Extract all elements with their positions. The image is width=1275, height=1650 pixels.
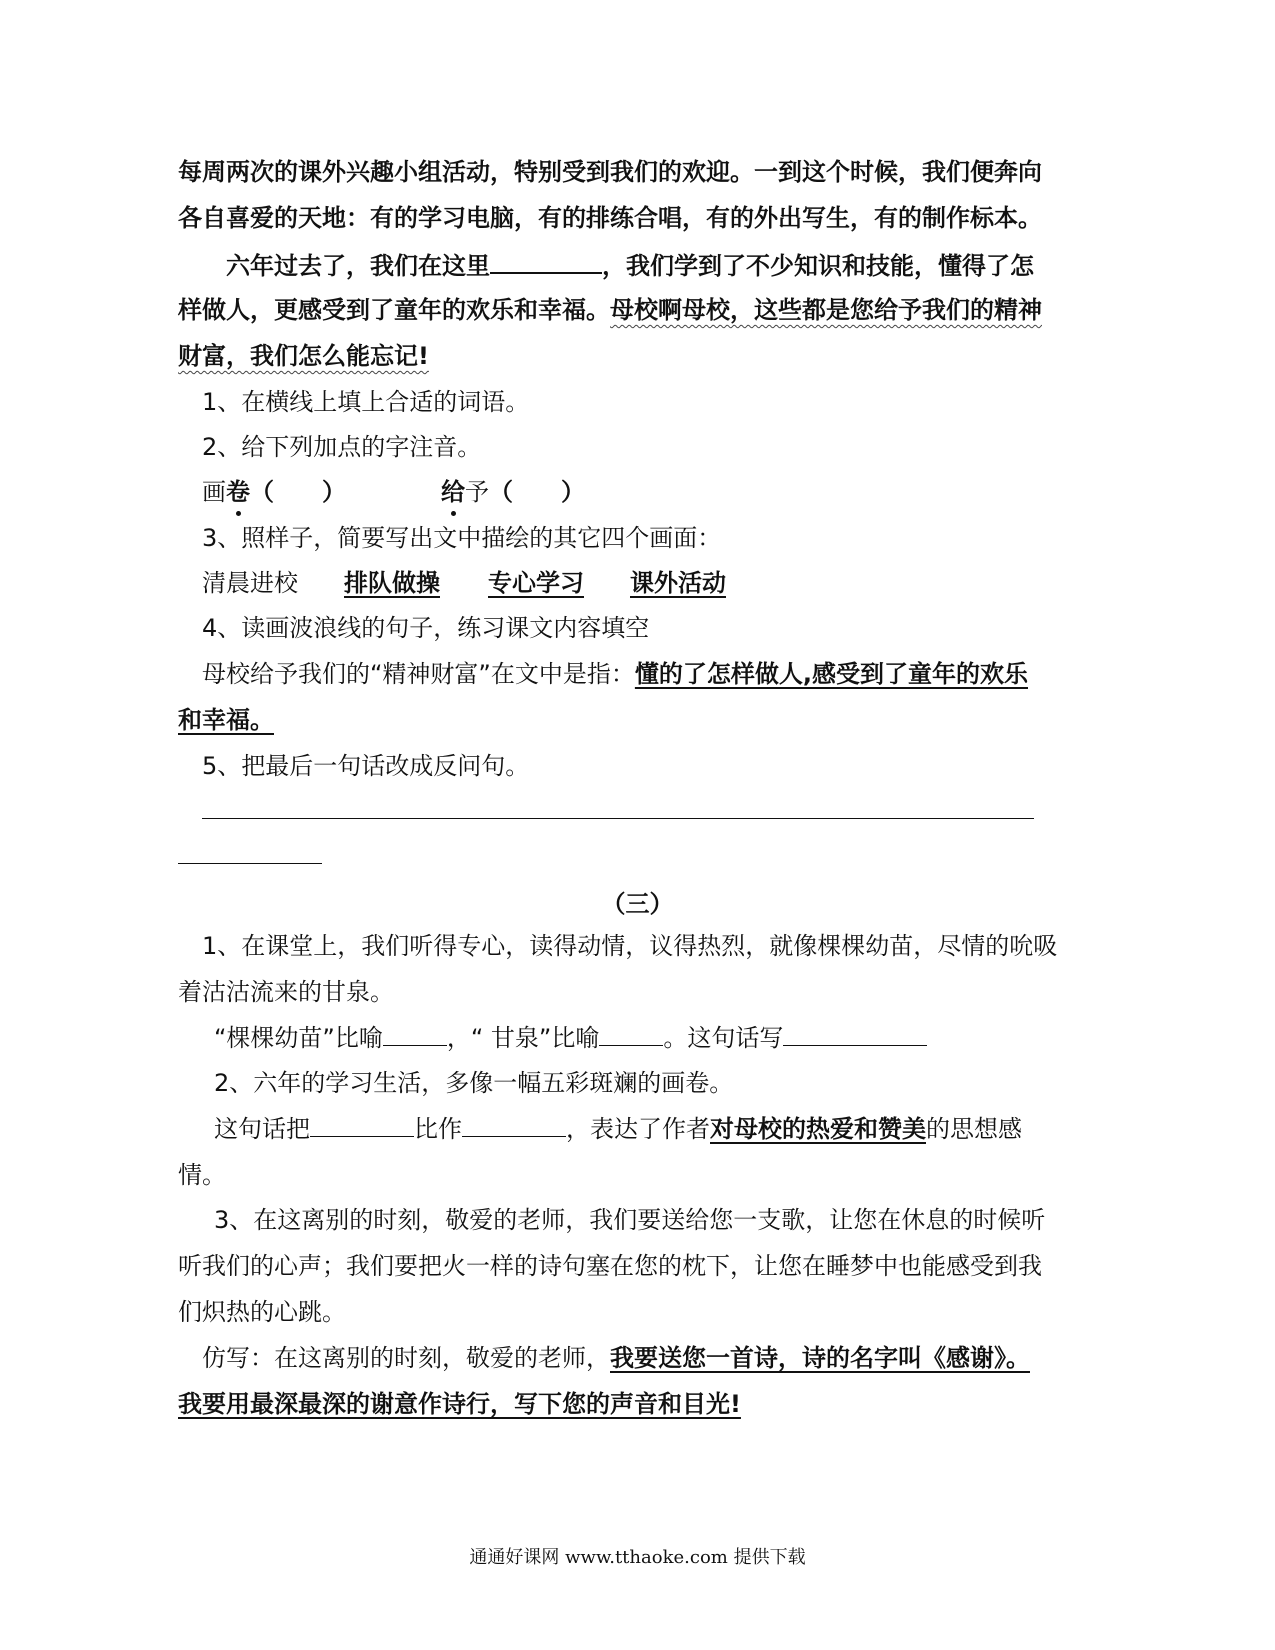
question-4: 4、读画波浪线的句子，练习课文内容填空 <box>202 614 650 642</box>
passage-line: 六年过去了，我们在这里 ，我们学到了不少知识和技能，懂得了怎 <box>226 248 1034 282</box>
pinyin-item-1: 画卷（ ） <box>202 478 346 506</box>
dotted-char: 卷 <box>226 478 250 506</box>
answer-blank <box>383 1023 447 1046</box>
passage-line <box>178 340 429 372</box>
passage-line: 每周两次的课外兴趣小组活动，特别受到我们的欢迎。一到这个时候，我们便奔向 <box>178 158 1042 186</box>
answer-blank <box>462 1114 566 1137</box>
section3-item-3: 听我们的心声；我们要把火一样的诗句塞在您的枕下，让您在睡梦中也能感受到我 <box>178 1252 1042 1280</box>
answer-blank <box>310 1114 414 1137</box>
section3-item-3: 们炽热的心跳。 <box>178 1298 346 1326</box>
answer-text: 我要送您一首诗，诗的名字叫《感谢》。 <box>610 1344 1030 1372</box>
question-3-example: 清晨进校 <box>202 569 298 597</box>
wavy-underlined-sentence: 财富，我们怎么能忘记! <box>178 342 429 370</box>
pinyin-item-2: 给予（ ） <box>441 478 585 506</box>
section3-item-1: 1、在课堂上，我们听得专心，读得动情，议得热烈，就像棵棵幼苗，尽情的吮吸 <box>202 932 1058 960</box>
section3-item-2: 情。 <box>178 1161 226 1189</box>
answer-scene-2: 专心学习 <box>488 569 584 597</box>
answer-text: 对母校的热爱和赞美 <box>710 1115 926 1143</box>
answer-line <box>202 818 1034 819</box>
answer-text: 懂的了怎样做人,感受到了童年的欢乐 <box>634 660 1028 688</box>
passage-line: 各自喜爱的天地：有的学习电脑，有的排练合唱，有的外出写生，有的制作标本。 <box>178 204 1042 232</box>
answer-blank <box>783 1023 927 1046</box>
section3-item-1: 着沽沽流来的甘泉。 <box>178 978 394 1006</box>
question-5: 5、把最后一句话改成反问句。 <box>202 752 530 780</box>
answer-scene-1: 排队做操 <box>344 569 440 597</box>
answer-text: 我要用最深最深的谢意作诗行，写下您的声音和目光! <box>178 1390 741 1418</box>
answer-blank <box>490 248 602 274</box>
answer-blank <box>599 1023 663 1046</box>
question-3: 3、照样子，简要写出文中描绘的其它四个画面： <box>202 524 722 552</box>
section3-fill-line: 这句话把 比作 ，表达了作者对母校的热爱和赞美的思想感 <box>214 1115 1022 1143</box>
answer-text: 和幸福。 <box>178 706 274 734</box>
section3-item-3: 3、在这离别的时刻，敬爱的老师，我们要送给您一支歌，让您在休息的时候听 <box>214 1206 1046 1234</box>
answer-line <box>178 863 322 864</box>
page-footer: 通通好课网 www.tthaoke.com 提供下载 <box>469 1547 806 1568</box>
question-1: 1、在横线上填上合适的词语。 <box>202 388 530 416</box>
dotted-char: 给 <box>441 478 465 506</box>
question-2: 2、给下列加点的字注音。 <box>202 433 482 461</box>
section3-fill-line: “棵棵幼苗”比喻 ，“ 甘泉”比喻 。这句话写 <box>214 1022 927 1054</box>
section3-item-2: 2、六年的学习生活，多像一幅五彩斑斓的画卷。 <box>214 1069 734 1097</box>
section3-imitate: 仿写：在这离别的时刻，敬爱的老师，我要送您一首诗，诗的名字叫《感谢》。 <box>202 1344 1030 1372</box>
section-heading: （三） <box>601 890 674 918</box>
passage-line: 样做人，更感受到了童年的欢乐和幸福。母校啊母校，这些都是您给予我们的精神 <box>178 296 1042 324</box>
answer-scene-3: 课外活动 <box>630 569 726 597</box>
wavy-underlined-sentence: 母校啊母校，这些都是您给予我们的精神 <box>610 296 1042 324</box>
question-4-prompt: 母校给予我们的“精神财富”在文中是指：懂的了怎样做人,感受到了童年的欢乐 <box>202 660 1028 688</box>
